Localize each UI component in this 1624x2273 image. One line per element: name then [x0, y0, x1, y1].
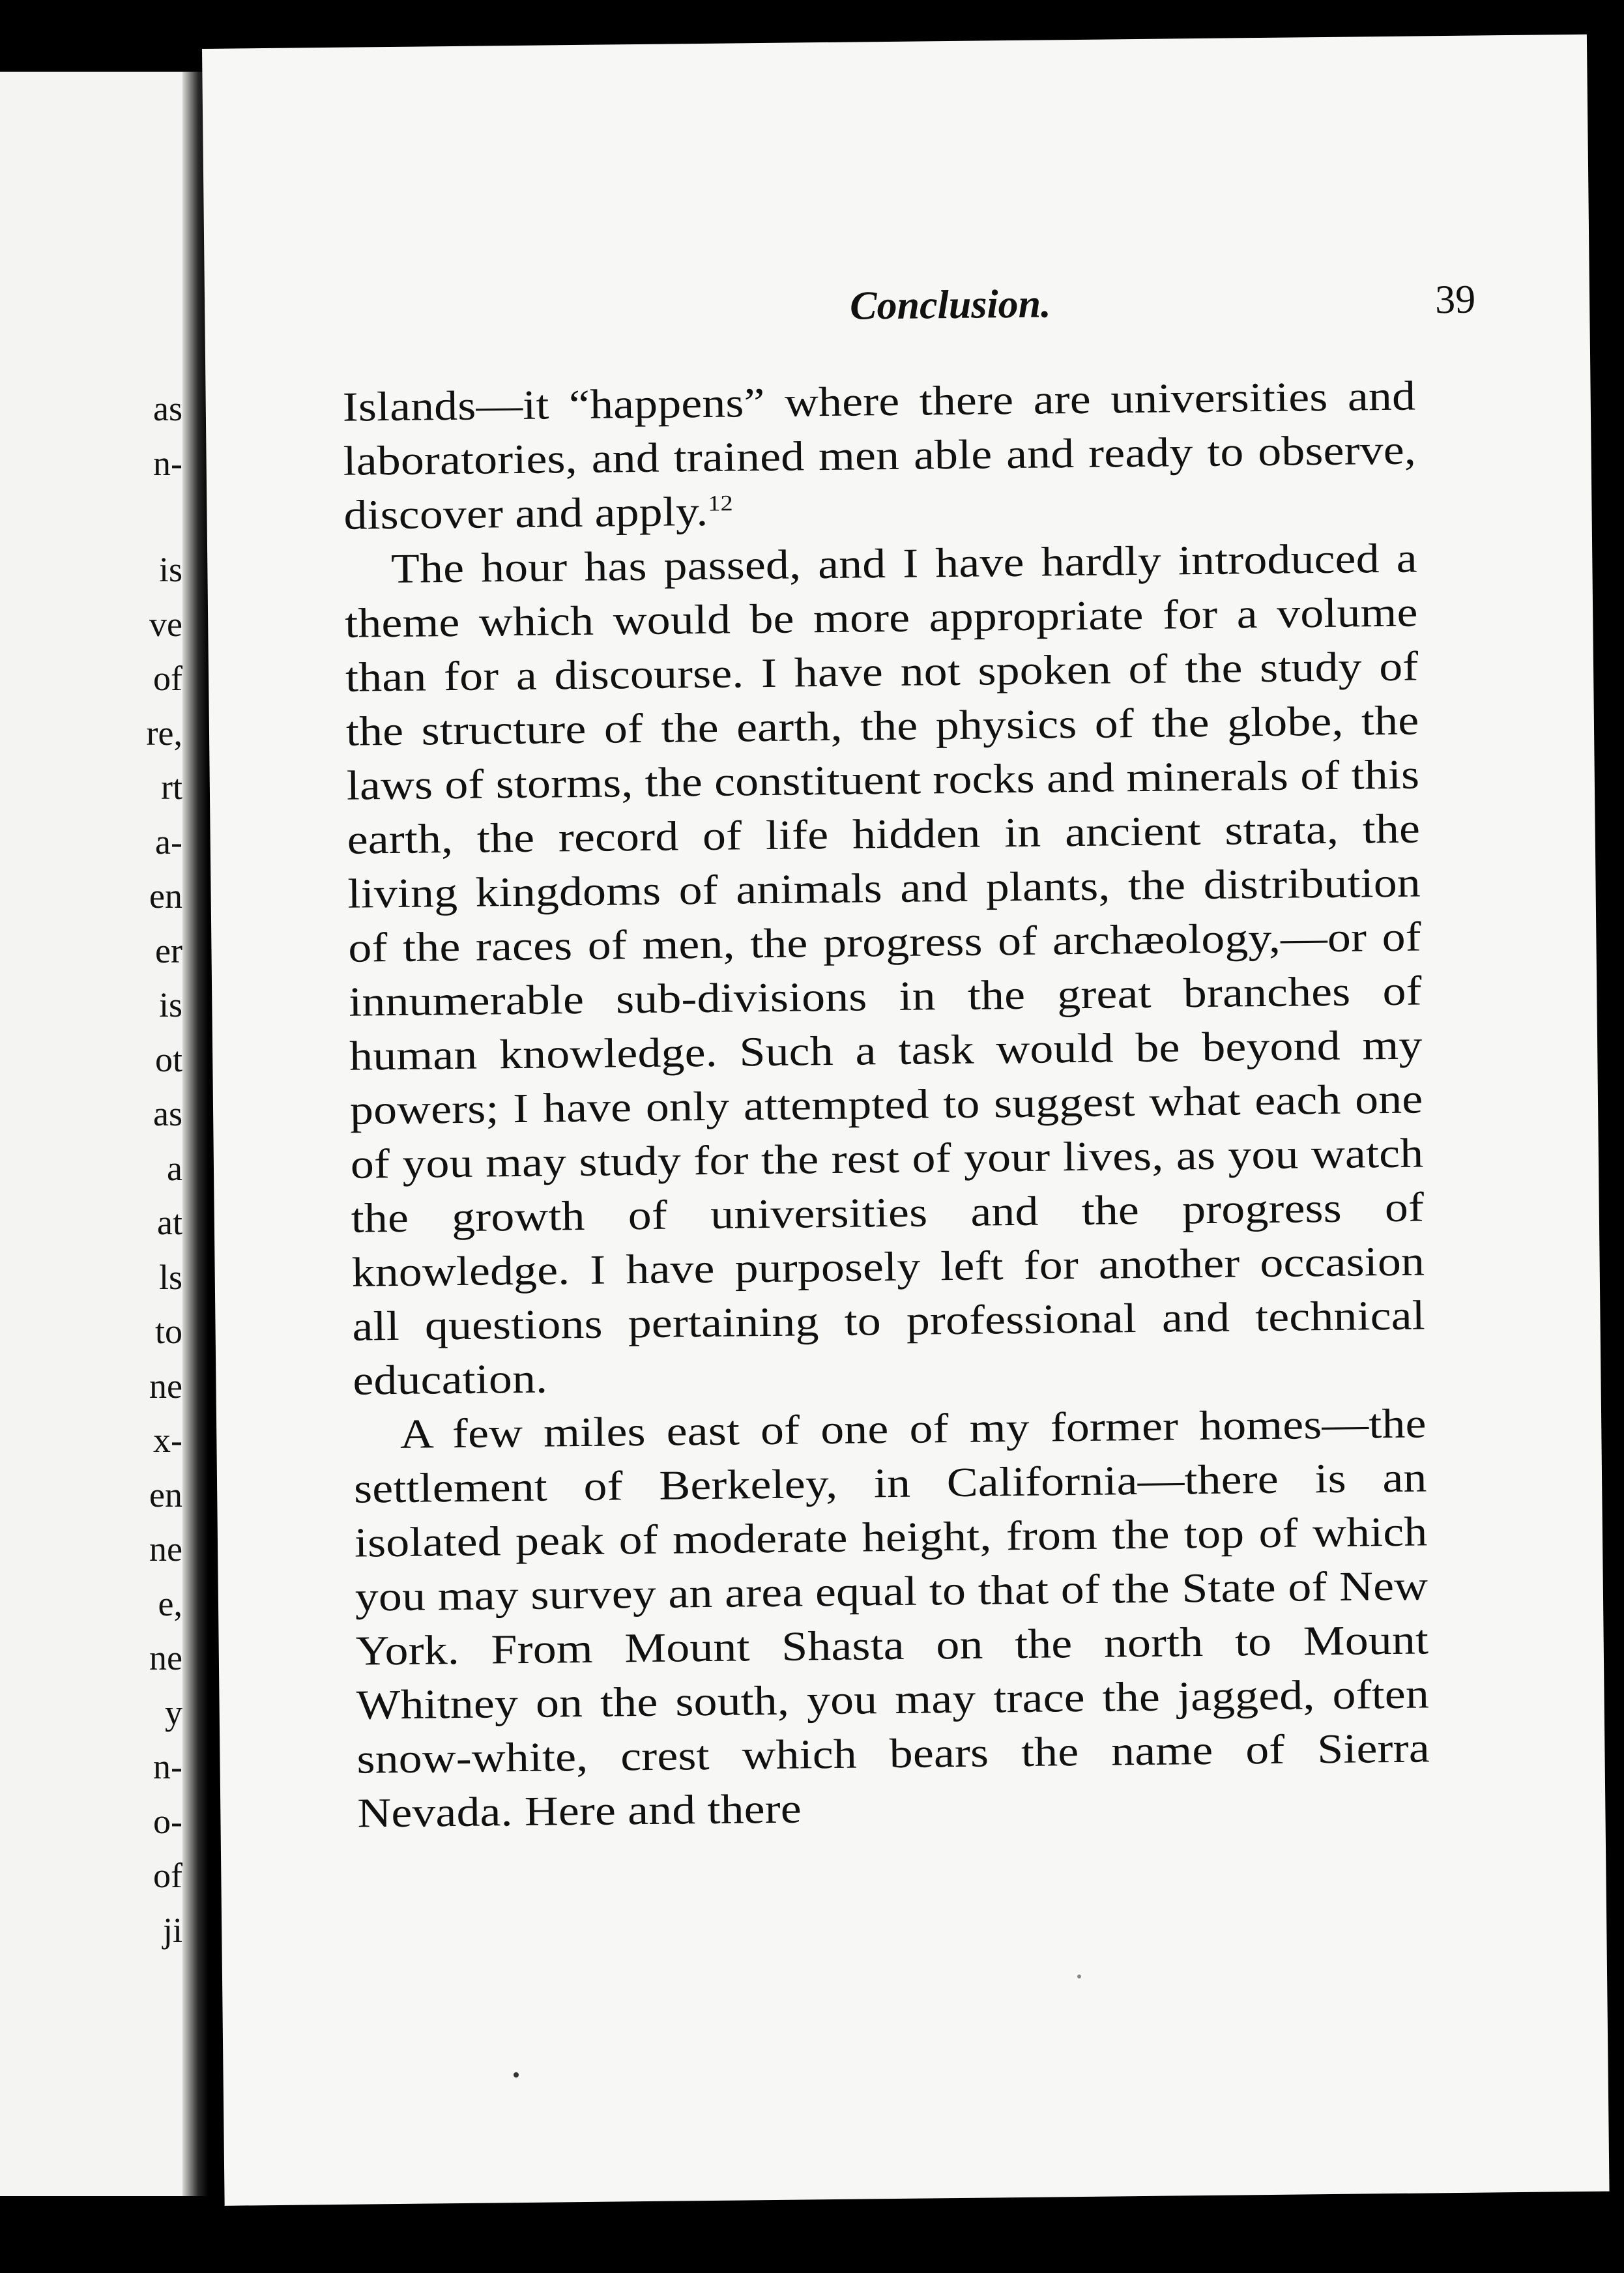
left-page-fragment: en [149, 876, 182, 916]
page-number: 39 [1434, 277, 1476, 323]
paragraph: The hour has passed, and I have hardly introduced a theme which would be more appropriate for a volume than for a discourse. I have not spoken of the study of the structure of the earth, the physics of the globe, the laws of storms, the constituent rocks and minerals of this earth, the record of life hidden in ancient strata, the living kingdoms of animals and plants, the distribution of the races of men, the progress of archæology,—or of innumerable sub-divisions in the great branches of human knowledge. Such a task would be beyond my powers; I have only attempted to suggest what each one of you may study for the rest of your lives, as you watch the growth of universities and the progress of knowledge. I have purposely left for another occasion all questions pertaining to professional and technical education. [344, 534, 1426, 1404]
left-page-fragment: ve [149, 604, 182, 644]
left-page-fragment: ne [149, 1366, 182, 1406]
left-page-fragment: ji [162, 1910, 182, 1950]
left-page-fragment: a [167, 1148, 182, 1188]
paragraph-text: Islands—it “happens” where there are universities and laboratories, and trained men able and ready to observe, discover and apply. [342, 372, 1417, 538]
left-page-fragment: ne [149, 1638, 182, 1677]
left-page-fragment: re, [146, 713, 182, 753]
left-page-fragment: er [155, 931, 182, 970]
left-page-fragment: o- [153, 1801, 182, 1841]
left-page-fragment: n- [153, 1747, 182, 1786]
book-page [202, 35, 1610, 2206]
left-page-fragment: as [153, 389, 182, 428]
left-page-fragment: of [153, 1856, 182, 1895]
left-page-fragment: ls [158, 1257, 182, 1297]
left-page-fragment: n- [153, 443, 182, 483]
left-page-fragment: a- [155, 822, 182, 861]
print-speck [1077, 1975, 1081, 1978]
left-page-fragment: ot [154, 1039, 182, 1079]
left-page-fragment: is [158, 550, 182, 589]
left-page-fragment: as [153, 1094, 182, 1133]
print-speck [514, 2072, 519, 2078]
left-page-fragment: x- [153, 1421, 182, 1460]
left-page-edge [0, 72, 196, 2196]
left-page-fragment: is [158, 985, 182, 1024]
paragraph-continued [342, 369, 1417, 542]
left-page-fragment: to [154, 1312, 182, 1351]
page-body [342, 369, 1430, 1840]
book-gutter [182, 72, 209, 2196]
left-page-fragment: ne [149, 1529, 182, 1569]
footnote-reference: 12 [708, 491, 734, 516]
left-page-fragment: en [149, 1475, 182, 1514]
left-page-fragment: e, [158, 1584, 182, 1623]
left-page-fragment: rt [161, 768, 182, 807]
left-page-fragment: of [153, 659, 182, 698]
page-header [341, 277, 1476, 341]
paragraph: A few miles east of one of my former homes—the settlement of Berkeley, in California—there is an isolated peak of moderate height, from the top of which you may survey an area equal to that of the State of New York. From Mount Shasta on the north to Mount Whitney on the south, you may trace the jagged, often snow-white, crest which bears the name of Sierra Nevada. Here and there [353, 1400, 1430, 1836]
left-page-fragment: y [165, 1692, 182, 1732]
left-page-fragment: at [157, 1203, 182, 1242]
running-head: Conclusion. [849, 282, 1051, 328]
